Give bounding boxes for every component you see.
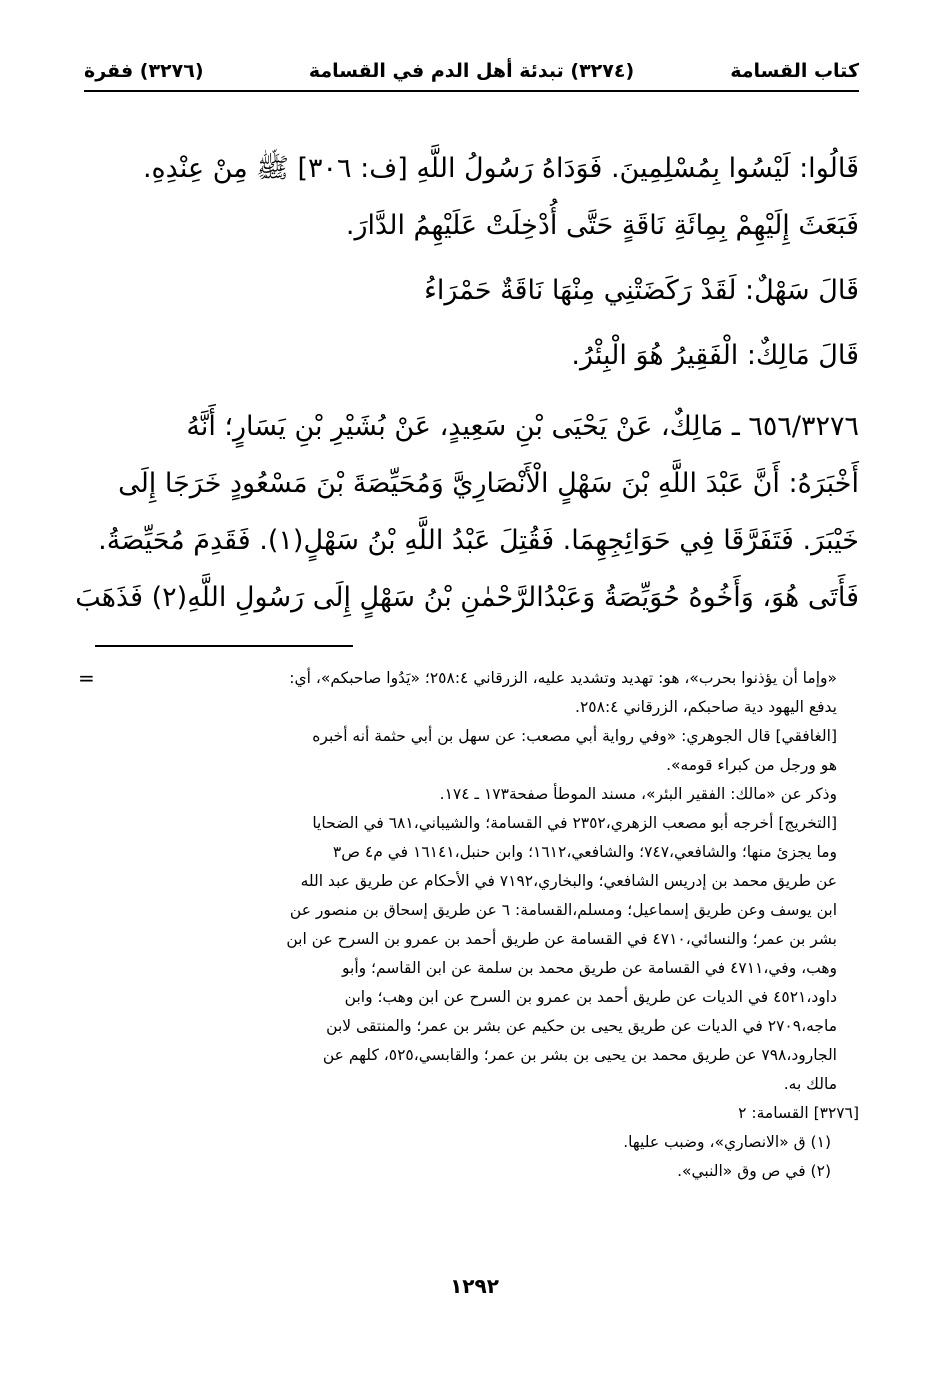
- footnotes: [78, 664, 859, 1186]
- footnote-line: وذكر عن «مالك: الفقير البئر»، مسند الموطأ صفحة١٧٣ ـ ١٧٤.: [439, 785, 837, 803]
- footnote-separator: [95, 645, 353, 647]
- footnote-line: بشر بن عمر؛ والنسائي،٤٧١٠ في القسامة عن طريق أحمد بن عمرو بن السرح عن ابن: [286, 930, 837, 948]
- text-line: خَيْبَرَ. فَتَفَرَّقَا فِي حَوَائِجِهِمَا. فَقُتِلَ عَبْدُ اللَّهِ بْنُ سَهْلٍ(١). فَقَدِمَ مُحَيِّصَةُ.: [98, 525, 859, 556]
- footnote-line: عن طريق محمد بن إدريس الشافعي؛ والبخاري،٧١٩٢ في الأحكام عن طريق عبد الله: [300, 872, 837, 890]
- text-line: قَالُوا: لَيْسُوا بِمُسْلِمِينَ. فَوَدَاهُ رَسُولُ اللَّهِ [ف: ٣٠٦] ﷺ مِنْ عِنْدِهِ.: [142, 153, 859, 184]
- footnote-note: (١) ق «الانصاري»، وضبب عليها.: [623, 1133, 831, 1151]
- footnote-line: ابن يوسف وعن طريق إسماعيل؛ ومسلم،القسامة: ٦ عن طريق إسحاق بن منصور عن: [289, 901, 837, 919]
- text-line: فَبَعَثَ إِلَيْهِمْ بِمِائَةِ نَاقَةٍ حَتَّى أُدْخِلَتْ عَلَيْهِمُ الدَّارَ.: [345, 210, 859, 241]
- footnote-reference: [٣٢٧٦] القسامة: ٢: [738, 1104, 859, 1122]
- hadith-number-line: ٦٥٦/٣٢٧٦ ـ مَالِكٌ، عَنْ يَحْيَى بْنِ سَعِيدٍ، عَنْ بُشَيْرِ بْنِ يَسَارٍ؛ أَنَّهُ: [186, 411, 859, 442]
- footnote-line: هو ورجل من كبراء قومه».: [666, 756, 837, 774]
- header-rule: [84, 90, 859, 92]
- text-line: فَأَتَى هُوَ، وَأَخُوهُ حُوَيِّصَةُ وَعَبْدُالرَّحْمٰنِ بْنُ سَهْلٍ إِلَى رَسُولِ اللَّهِ(٢) فَذَهَبَ: [75, 582, 859, 613]
- text-line: قَالَ سَهْلٌ: لَقَدْ رَكَضَتْنِي مِنْهَا نَاقَةٌ حَمْرَاءُ: [424, 275, 859, 306]
- text-line: قَالَ مَالِكٌ: الْفَقِيرُ هُوَ الْبِئْرُ.: [571, 340, 859, 371]
- page-number: ١٢٩٢: [450, 1274, 499, 1298]
- footnote-line: [الغافقي] قال الجوهري: «وفي رواية أبي مصعب: عن سهل بن أبي حثمة أنه أخبره: [312, 727, 837, 745]
- text-line: أَخْبَرَهُ: أَنَّ عَبْدَ اللَّهِ بْنَ سَهْلٍ الْأَنْصَارِيَّ وَمُحَيِّصَةَ بْنَ مَسْعُودٍ خَرَجَا إِلَى: [118, 468, 859, 499]
- footnote-line: يدفع اليهود دية صاحبكم، الزرقاني ٢٥٨:٤.: [575, 698, 837, 716]
- spacer: [84, 319, 859, 327]
- continuation-mark: =: [78, 666, 95, 690]
- spacer: [84, 384, 859, 398]
- running-header: [84, 60, 859, 94]
- footnote-line: مالك به.: [783, 1075, 837, 1093]
- paragraph-number: (٣٢٧٦) فقرة: [84, 60, 204, 82]
- footnote-line: الجارود،٧٩٨ عن طريق محمد بن يحيى بن بشر بن عمر؛ والقابسي،٥٢٥، كلهم عن: [322, 1046, 837, 1064]
- footnote-line: «وإما أن يؤذنوا بحرب»، هو: تهديد وتشديد عليه، الزرقاني ٢٥٨:٤؛ «يَدُوا صاحبكم»، أي:: [289, 669, 837, 687]
- main-text: [75, 140, 859, 626]
- footnote-line: وهب، وفي،٤٧١١ في القسامة عن طريق محمد بن سلمة عن ابن القاسم؛ وأبو: [342, 959, 837, 977]
- spacer: [84, 254, 859, 262]
- footnote-line: ماجه،٢٧٠٩ في الديات عن طريق يحيى بن حكيم عن بشر بن عمر؛ والمنتقى لابن: [326, 1017, 837, 1035]
- footnote-line: وما يجزئ منها؛ والشافعي،٧٤٧؛ والشافعي،١٦١٢؛ وابن حنبل،١٦١٤١ في م٤ ص٣: [332, 843, 837, 861]
- footnote-line: داود،٤٥٢١ في الديات عن طريق أحمد بن عمرو بن السرح عن ابن وهب؛ وابن: [344, 988, 837, 1006]
- footnote-line: [التخريج] أخرجه أبو مصعب الزهري،٢٣٥٢ في القسامة؛ والشيباني،٦٨١ في الضحايا: [312, 814, 837, 832]
- chapter-title: (٣٢٧٤) تبدئة أهل الدم في القسامة: [308, 60, 635, 82]
- footnote-note: (٢) في ص وق «النبي».: [677, 1162, 831, 1180]
- book-title: كتاب القسامة: [730, 60, 859, 82]
